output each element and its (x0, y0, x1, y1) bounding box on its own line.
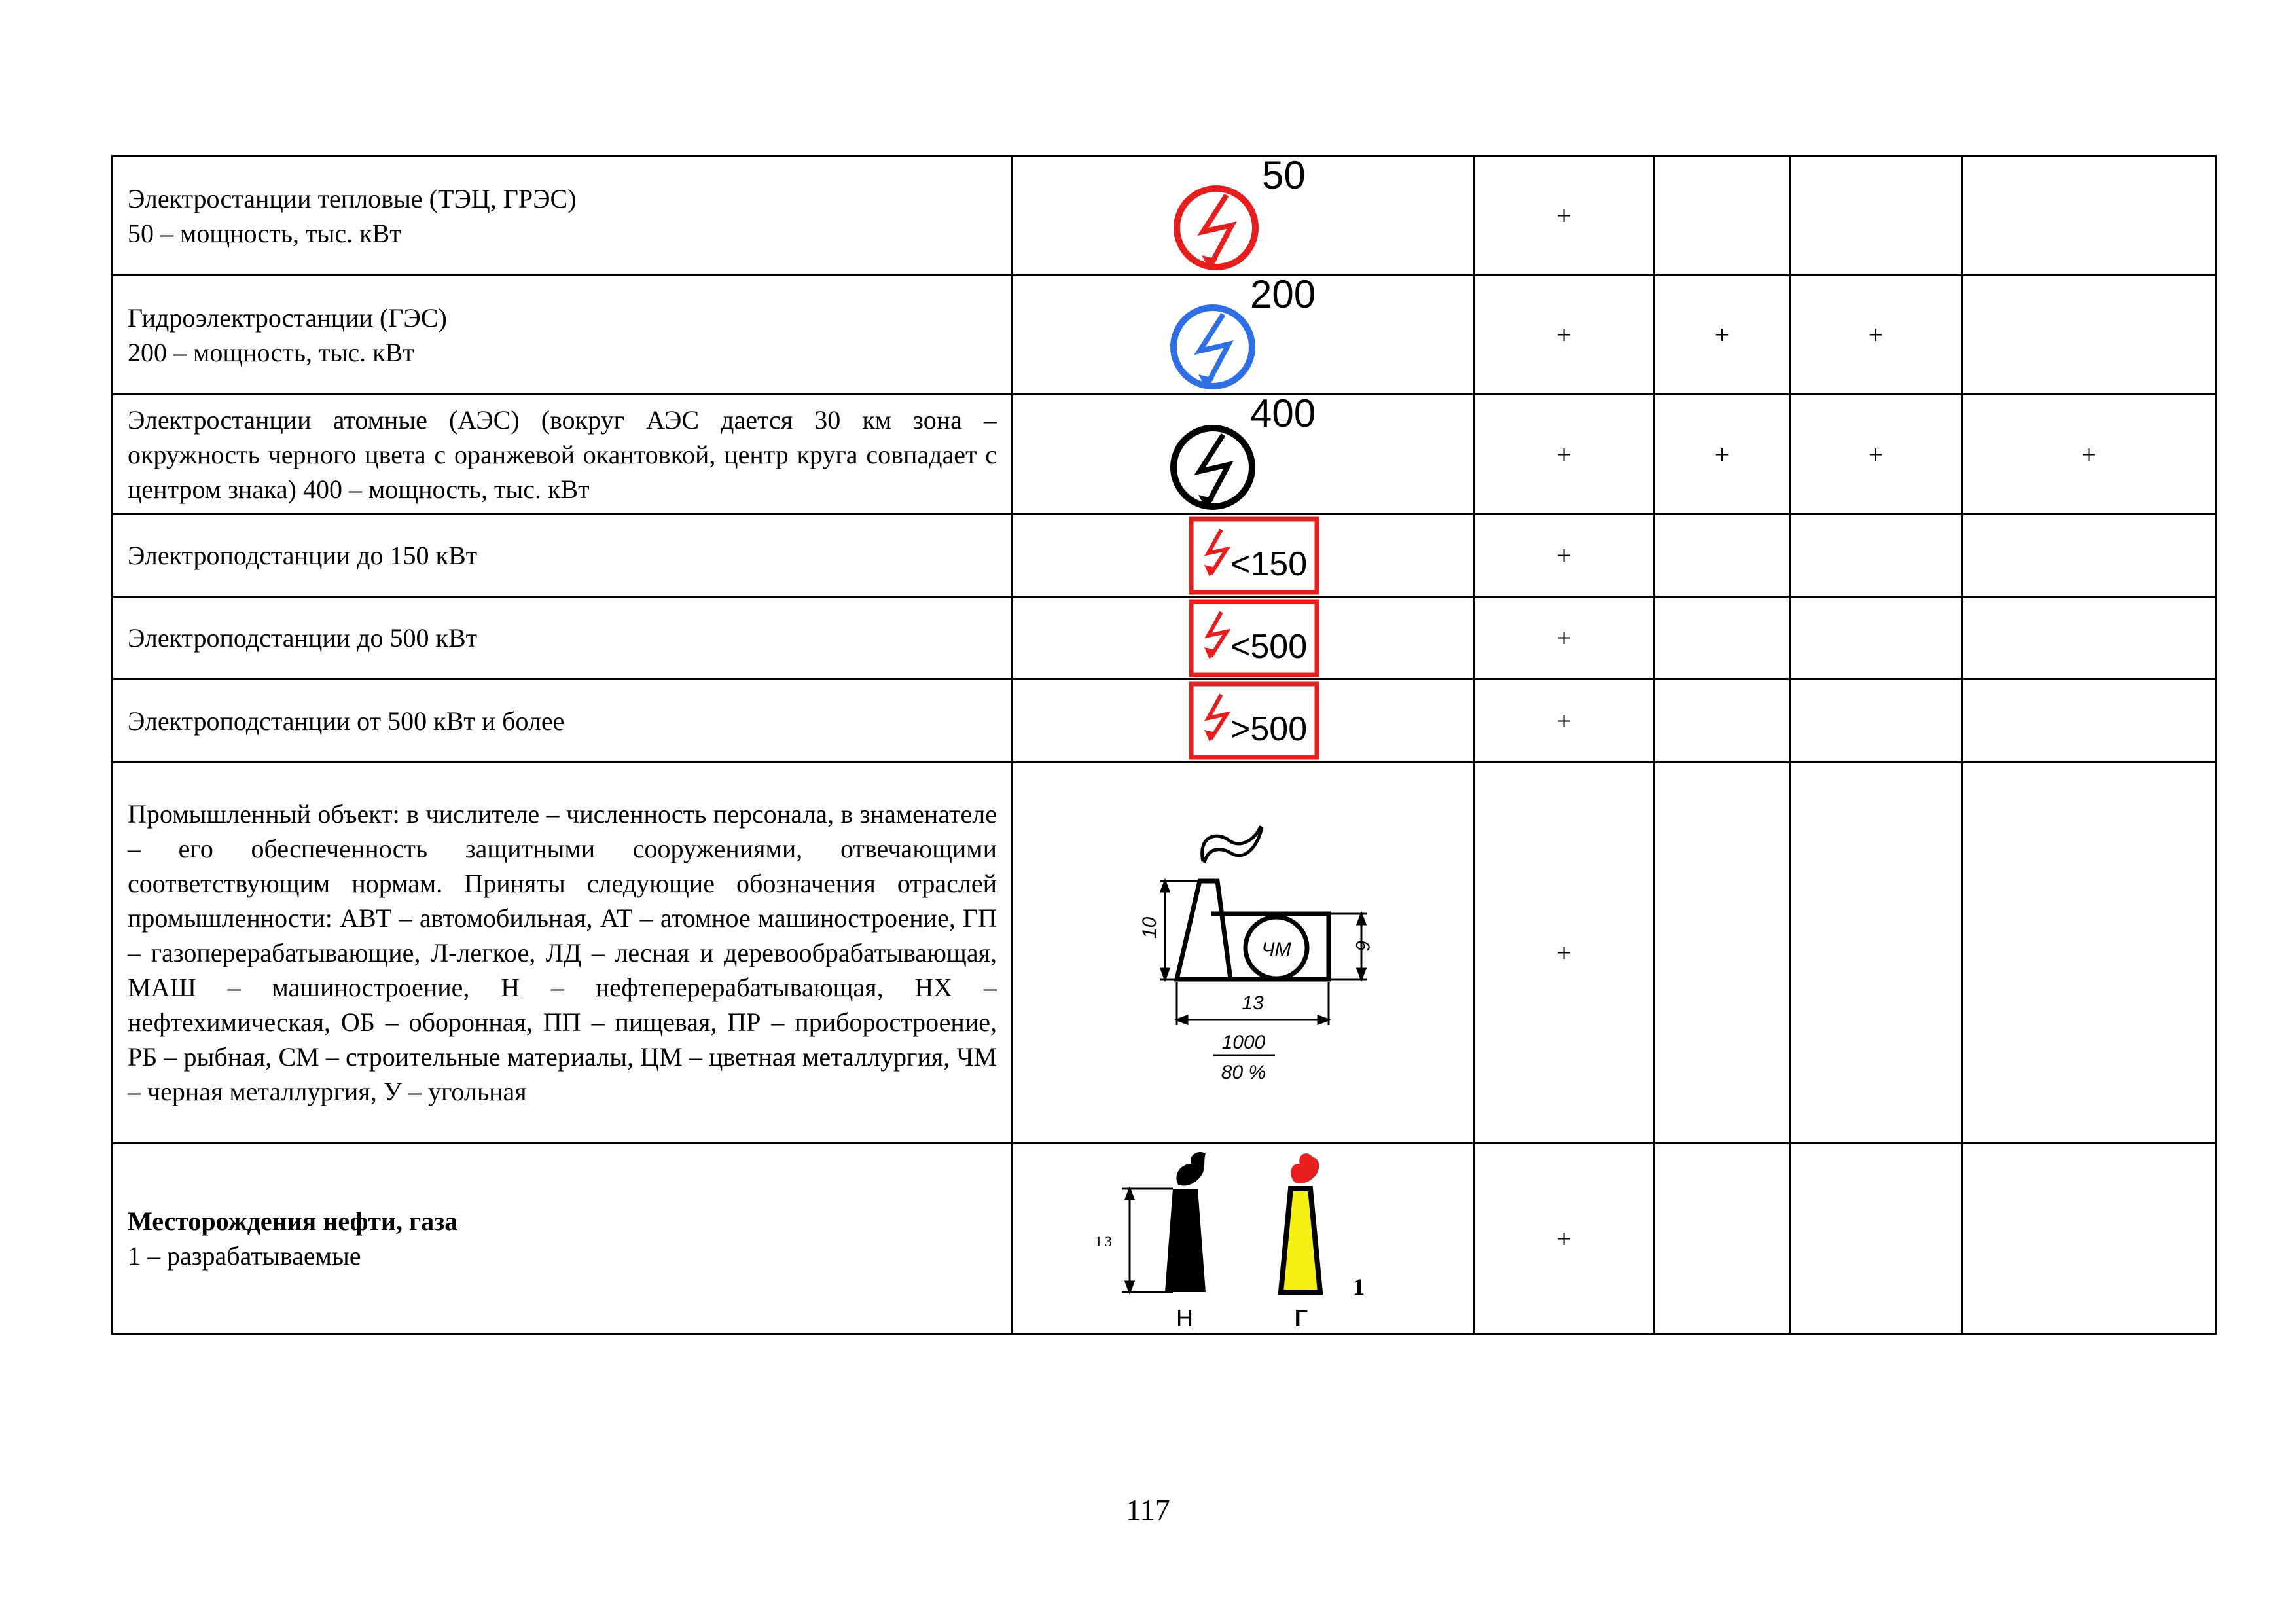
mark-cell: + (1790, 276, 1962, 395)
height-label: 13 (1095, 1233, 1115, 1250)
numerator-label: 1000 (1221, 1032, 1266, 1053)
height-dimension (1122, 1189, 1173, 1292)
width-label: 13 (1242, 992, 1264, 1014)
oil-flame-icon (1176, 1152, 1206, 1186)
row-title: Электростанции тепловые (ТЭЦ, ГРЭС) (128, 183, 577, 213)
nuclear-plant-symbol (1013, 395, 1475, 515)
mark-cell (1655, 1144, 1790, 1334)
description-cell (113, 1144, 1013, 1334)
description-cell: Электростанции атомные (АЭС) (вокруг АЭС дается 30 км зона – окружность черного цвета с оранжевой окантовкой, центр круга совпадает с центром знака) 400 – мощность, тыс. кВт (113, 395, 1013, 514)
mark-cell (1962, 156, 2216, 276)
mark-cell (1790, 679, 1962, 763)
lightning-bolt-icon (1200, 435, 1229, 507)
thermal-plant-symbol (1013, 157, 1475, 276)
symbol-cell (1013, 276, 1474, 395)
mark-cell (1962, 276, 2216, 395)
mark-cell (1655, 156, 1790, 276)
substation-over-500-symbol (1013, 680, 1475, 763)
symbol-cell (1013, 514, 1474, 597)
oil-label: Н (1176, 1305, 1193, 1331)
hydro-plant-symbol (1013, 276, 1475, 395)
industry-code-label: ЧМ (1261, 939, 1291, 960)
table-row (113, 763, 2216, 1144)
oil-gas-deposit-symbol (1013, 1144, 1475, 1335)
factory-outline (1177, 826, 1329, 979)
table-row (113, 514, 2216, 597)
capacity-label: 50 (1262, 157, 1306, 197)
row-subtitle: 200 – мощность, тыс. кВт (128, 337, 414, 367)
mark-cell (1962, 597, 2216, 679)
table-row (113, 597, 2216, 679)
mark-cell: + (1655, 395, 1790, 514)
substation-label: >500 (1230, 710, 1308, 748)
mark-cell (1655, 763, 1790, 1144)
mark-cell: + (1474, 514, 1655, 597)
mark-cell: + (1790, 395, 1962, 514)
mark-cell (1962, 1144, 2216, 1334)
description-cell (113, 156, 1013, 276)
lightning-bolt-icon (1203, 195, 1232, 267)
mark-cell (1790, 1144, 1962, 1334)
description-cell: Промышленный объект: в числителе – численность персонала, в знаменателе – его обеспеченность защитными сооружениями, отвечающими соответствующим нормам. Приняты следующие обозначения отраслей промышленности: АВТ – автомобильная, АТ – атомное машиностроение, ГП – газоперерабатывающие, Л-легкое, ЛД – лесная и деревообрабатывающая, МАШ – машиностроение, Н – нефтеперерабатывающая, НХ – нефтехимическая, ОБ – оборонная, ПП – пищевая, ПР – приборостроение, РБ – рыбная, СМ – строительные материалы, ЦМ – цветная металлургия, ЧМ – черная металлургия, У – угольная (113, 763, 1013, 1144)
gas-deposit-icon (1281, 1189, 1320, 1292)
page-number: 117 (1126, 1493, 1170, 1526)
oil-deposit-icon (1165, 1189, 1206, 1292)
symbol-cell (1013, 679, 1474, 763)
mark-cell (1962, 679, 2216, 763)
mark-cell: + (1474, 395, 1655, 514)
table-row (113, 1144, 2216, 1334)
symbol-cell (1013, 597, 1474, 679)
mark-cell (1790, 597, 1962, 679)
deposit-index-label: 1 (1353, 1274, 1365, 1300)
mark-cell (1655, 679, 1790, 763)
mark-cell (1790, 514, 1962, 597)
substation-500-symbol (1013, 598, 1475, 680)
mark-cell (1655, 514, 1790, 597)
lightning-bolt-icon (1200, 314, 1229, 386)
smoke-icon (1202, 826, 1262, 863)
row-subtitle: 50 – мощность, тыс. кВт (128, 218, 401, 248)
denominator-label: 80 % (1221, 1062, 1266, 1083)
mark-cell: + (1474, 276, 1655, 395)
mark-cell (1655, 597, 1790, 679)
chimney-shape (1177, 881, 1230, 979)
table-row (113, 276, 2216, 395)
capacity-label: 200 (1250, 276, 1316, 316)
mark-cell: + (1474, 597, 1655, 679)
description-cell: Электроподстанции до 500 кВт (113, 597, 1013, 679)
table-row (113, 395, 2216, 514)
industrial-object-symbol (1013, 763, 1475, 1144)
substation-label: <150 (1230, 545, 1308, 583)
mark-cell: + (1962, 395, 2216, 514)
table-row (113, 679, 2216, 763)
description-cell (113, 276, 1013, 395)
mark-cell: + (1474, 1144, 1655, 1334)
table-row (113, 156, 2216, 276)
description-cell: Электроподстанции до 150 кВт (113, 514, 1013, 597)
mark-cell (1962, 514, 2216, 597)
row-subtitle: 1 – разрабатываемые (128, 1241, 361, 1271)
gas-label: Г (1294, 1305, 1308, 1331)
mark-cell (1962, 763, 2216, 1144)
mark-cell (1790, 156, 1962, 276)
substation-150-symbol (1013, 515, 1475, 598)
height-label: 10 (1139, 916, 1160, 939)
mark-cell: + (1474, 679, 1655, 763)
symbol-cell (1013, 395, 1474, 514)
side-label: 6 (1352, 940, 1373, 951)
mark-cell: + (1474, 763, 1655, 1144)
symbol-cell (1013, 763, 1474, 1144)
mark-cell: + (1474, 156, 1655, 276)
capacity-label: 400 (1250, 395, 1316, 435)
gas-flame-icon (1291, 1153, 1319, 1183)
row-title: Гидроэлектростанции (ГЭС) (128, 302, 447, 333)
substation-label: <500 (1230, 628, 1308, 666)
row-title: Месторождения нефти, газа (128, 1206, 458, 1236)
legend-table (111, 155, 2217, 1335)
mark-cell: + (1655, 276, 1790, 395)
description-cell: Электроподстанции от 500 кВт и более (113, 679, 1013, 763)
symbol-cell (1013, 156, 1474, 276)
symbol-cell (1013, 1144, 1474, 1334)
mark-cell (1790, 763, 1962, 1144)
